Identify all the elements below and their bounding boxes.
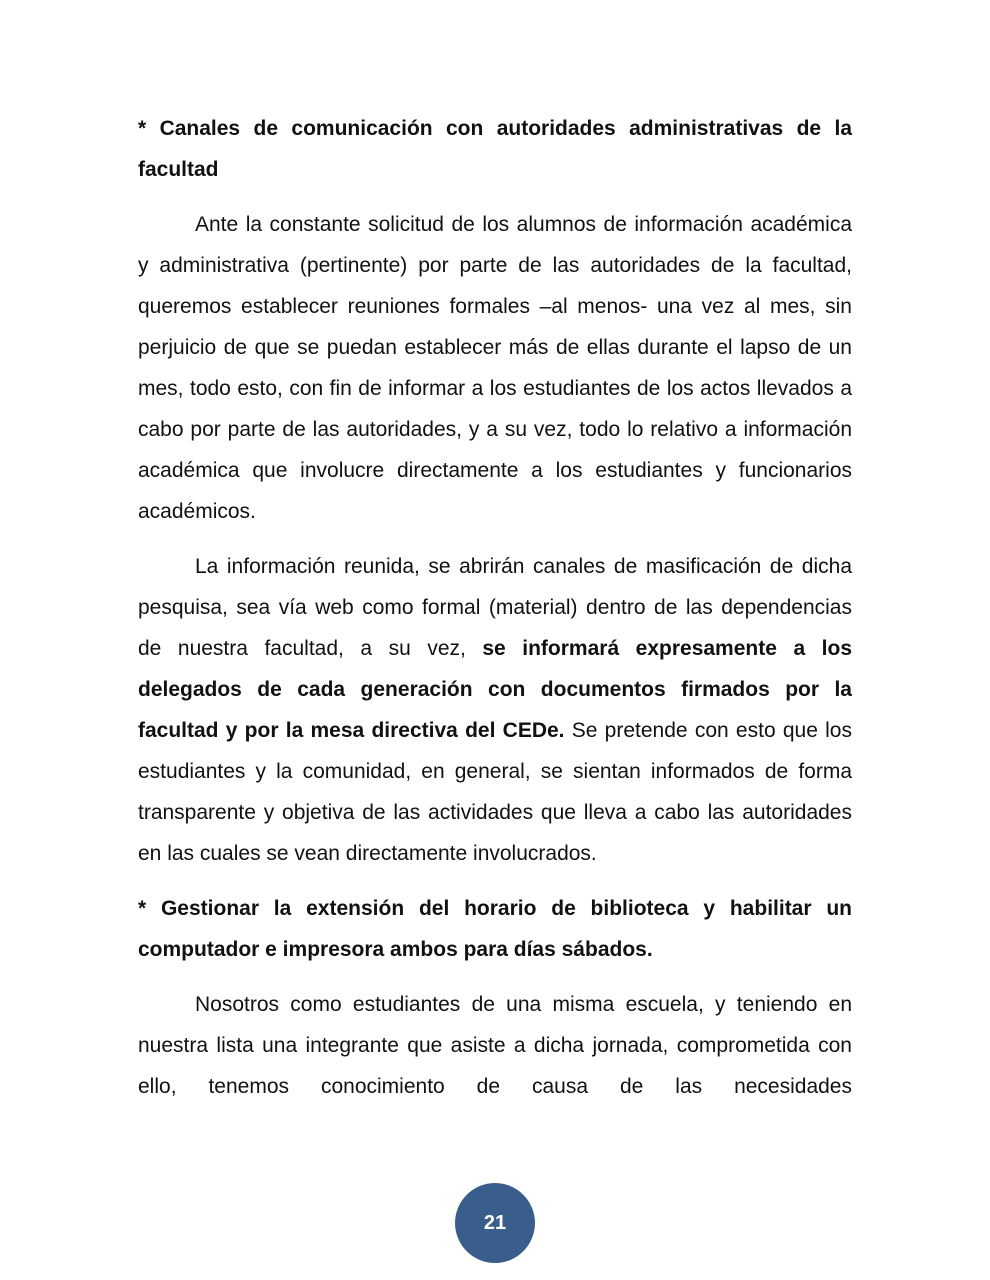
paragraph-text-end: Se pretende con esto que los estudiantes y la comunidad, en general, se sientan informados de forma transparente y objetiva de las actividades que lleva a cabo las autoridades en las cuales se vean directamente involucrados. <box>138 719 852 865</box>
paragraph-informacion-reunida <box>138 546 852 874</box>
paragraph-bold-emphasis: se informará expresamente a los delegados de cada generación con documentos firmados por la facultad y por la mesa directiva del CEDe. <box>138 637 852 742</box>
paragraph-text-start: La información reunida, se abrirán canales de masificación de dicha pesquisa, sea vía web como formal (material) dentro de las dependencias de nuestra facultad, a su vez, <box>138 555 852 660</box>
section-heading-biblioteca: * Gestionar la extensión del horario de biblioteca y habilitar un computador e impresora ambos para días sábados. <box>138 897 852 961</box>
page-number-badge <box>455 1183 535 1263</box>
document-page <box>138 108 852 1121</box>
section-heading-canales: * Canales de comunicación con autoridades administrativas de la facultad <box>138 117 852 181</box>
paragraph-nosotros: Nosotros como estudiantes de una misma escuela, y teniendo en nuestra lista una integrante que asiste a dicha jornada, comprometida con ello, tenemos conocimiento de causa de las necesidades <box>138 993 852 1098</box>
page-number: 21 <box>483 1211 507 1234</box>
paragraph-solicitud: Ante la constante solicitud de los alumnos de información académica y administrativa (pertinente) por parte de las autoridades de la facultad, queremos establecer reuniones formales –al menos- una vez al mes, sin perjuicio de que se puedan establecer más de ellas durante el lapso de un mes, todo esto, con fin de informar a los estudiantes de los actos llevados a cabo por parte de las autoridades, y a su vez, todo lo relativo a información académica que involucre directamente a los estudiantes y funcionarios académicos. <box>138 213 852 523</box>
